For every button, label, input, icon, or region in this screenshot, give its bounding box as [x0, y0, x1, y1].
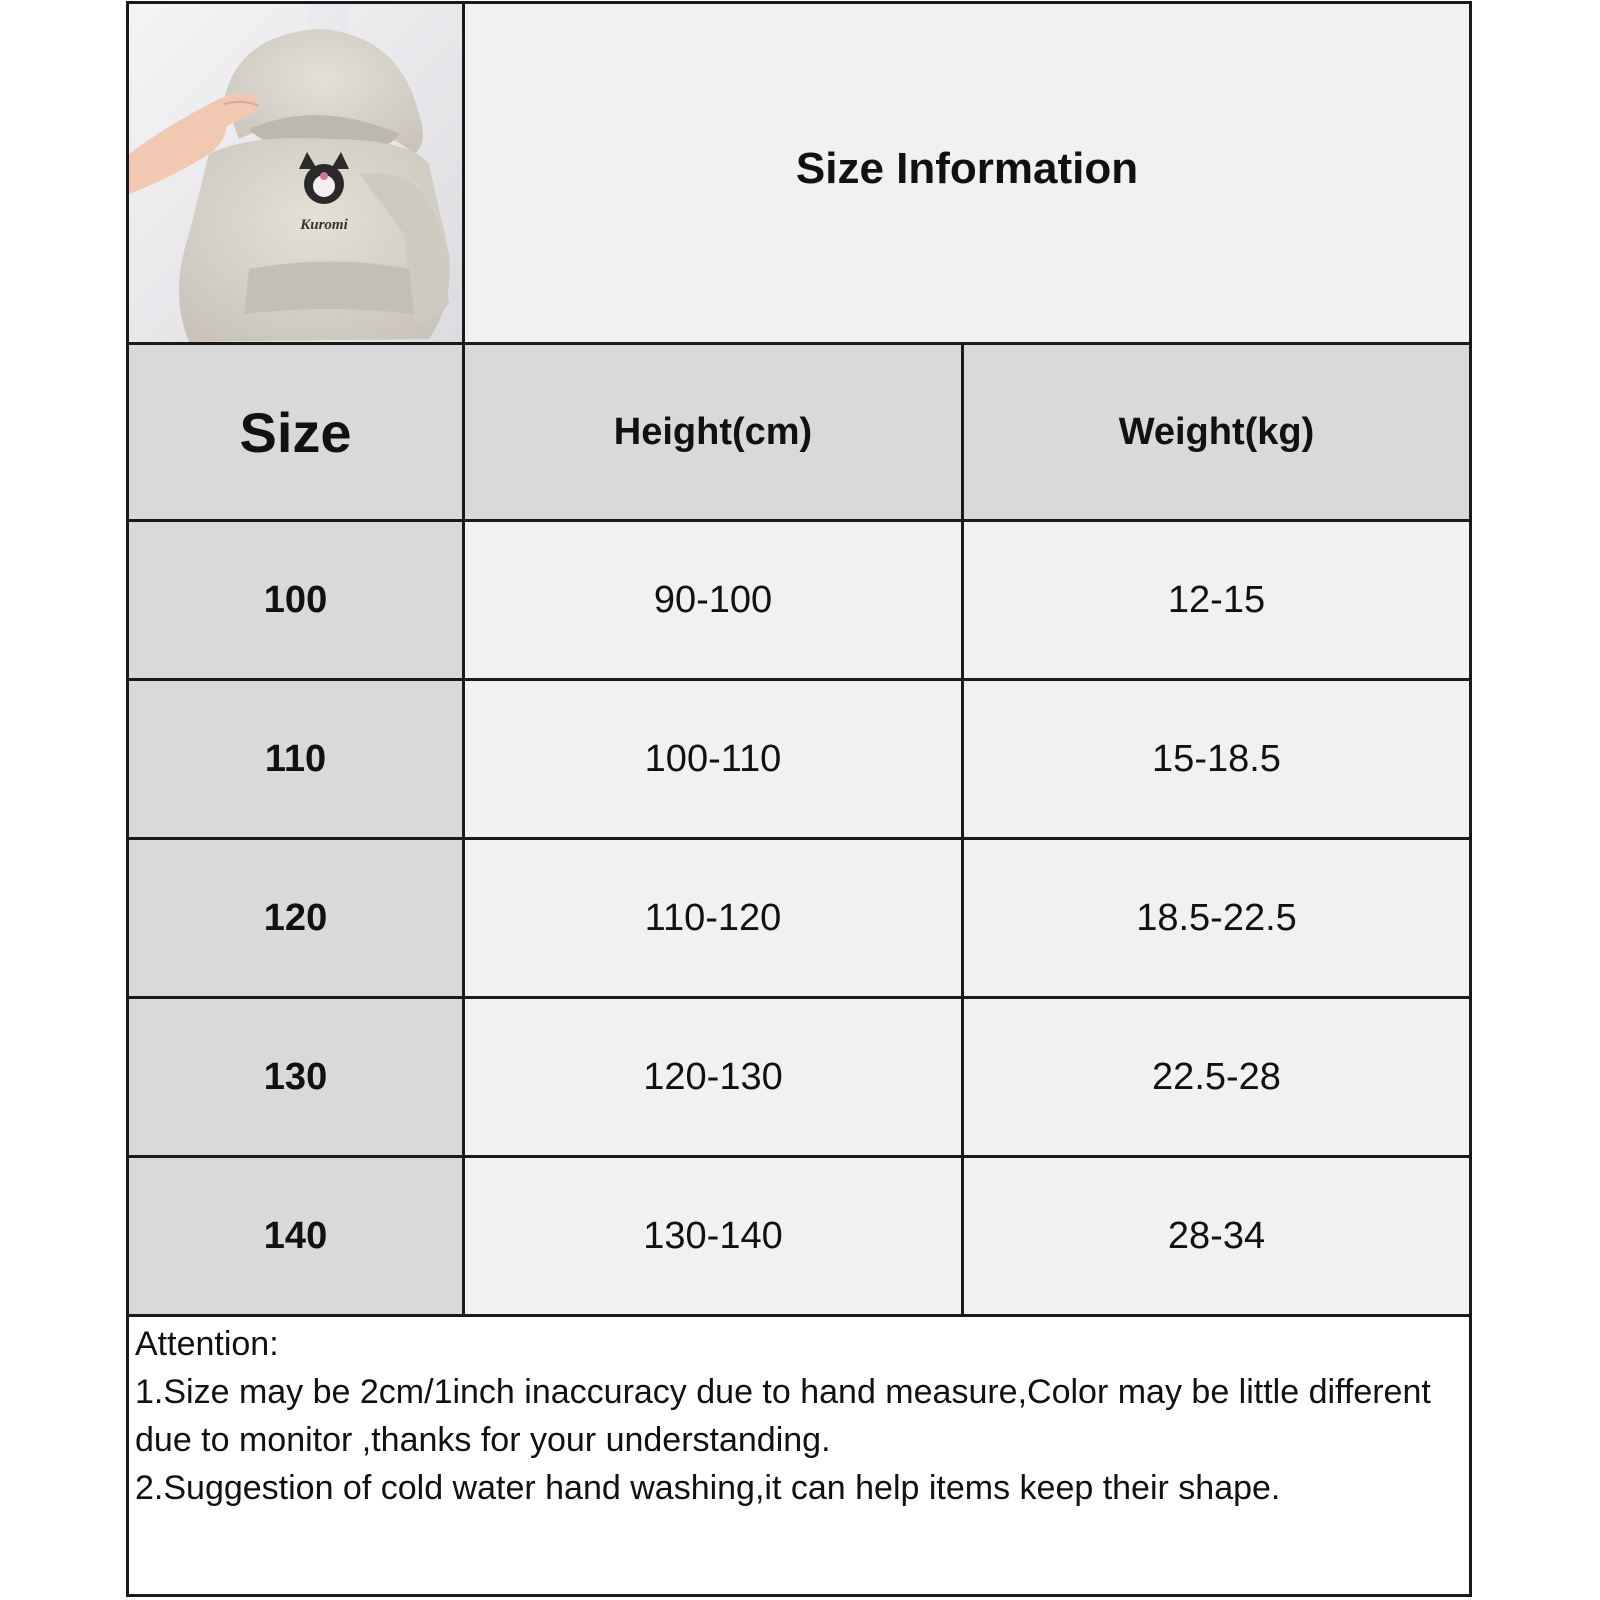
table-row-size [129, 840, 462, 996]
notes-line-2: 2.Suggestion of cold water hand washing,it can help items keep their shape. [135, 1469, 1281, 1507]
table-row-size [129, 522, 462, 678]
column-header-size [129, 345, 462, 519]
height-value: 100-110 [644, 737, 782, 780]
notes-line-1: 1.Size may be 2cm/1inch inaccuracy due to hand measure,Color may be little different due to monitor ,thanks for your understanding. [135, 1373, 1431, 1459]
table-row-height [465, 999, 961, 1155]
table-row-weight [964, 999, 1469, 1155]
size-chart-sheet [126, 1, 1472, 1597]
notes-heading: Attention: [135, 1325, 279, 1363]
table-row-size [129, 999, 462, 1155]
column-header-weight [964, 345, 1469, 519]
height-value: 120-130 [643, 1055, 783, 1098]
column-header-weight-label: Weight(kg) [1118, 410, 1315, 453]
attention-notes [135, 1320, 1455, 1512]
hoodie-print-text: Kuromi [300, 217, 348, 233]
weight-value: 22.5-28 [1152, 1055, 1281, 1098]
table-row-height [465, 840, 961, 996]
size-value: 140 [263, 1214, 328, 1257]
height-value: 90-100 [653, 578, 773, 621]
size-value: 110 [264, 737, 327, 780]
column-divider [961, 342, 964, 1317]
table-row-size [129, 681, 462, 837]
height-value: 130-140 [643, 1214, 783, 1257]
weight-value: 28-34 [1167, 1214, 1266, 1257]
table-row-height [465, 1158, 961, 1314]
column-divider [462, 342, 465, 1317]
table-row-height [465, 522, 961, 678]
table-row-weight [964, 681, 1469, 837]
weight-value: 18.5-22.5 [1136, 896, 1297, 939]
height-value: 110-120 [644, 896, 782, 939]
table-row-weight [964, 840, 1469, 996]
table-row-weight [964, 522, 1469, 678]
hoodie-photo-icon [129, 4, 470, 342]
page-title [465, 4, 1469, 342]
weight-value: 15-18.5 [1152, 737, 1281, 780]
column-header-height-label: Height(cm) [613, 410, 813, 453]
row-divider [129, 1314, 1469, 1317]
product-photo [129, 4, 470, 342]
size-value: 120 [263, 896, 328, 939]
column-header-size-label: Size [239, 400, 352, 464]
weight-value: 12-15 [1167, 578, 1266, 621]
size-value: 130 [263, 1055, 328, 1098]
table-row-weight [964, 1158, 1469, 1314]
size-value: 100 [263, 578, 328, 621]
table-row-height [465, 681, 961, 837]
page-title-text: Size Information [795, 144, 1139, 193]
column-header-height [465, 345, 961, 519]
table-row-size [129, 1158, 462, 1314]
